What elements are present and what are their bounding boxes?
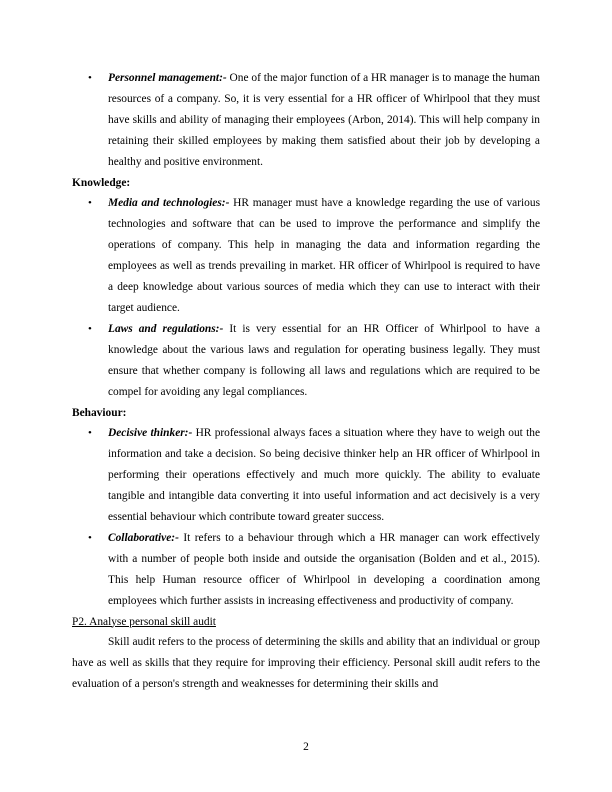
bullet-term: Personnel management:-	[108, 72, 227, 84]
bullet-decisive-thinker	[72, 423, 540, 528]
bullet-media-technologies	[72, 193, 540, 318]
bullet-icon: •	[88, 322, 92, 335]
bullet-text: It is very essential for an HR Officer of Whirlpool to have a knowledge about the various laws and regulation for operating business legally. They must ensure that whether company is following all laws and regulations which are required to be compel for avoiding any legal compliances.	[108, 322, 540, 398]
bullet-text: HR manager must have a knowledge regarding the use of various technologies and software that can be used to improve the performance and simplify the operations of company. This help in managing the data and information regarding the employees as well as trends prevailing in market. HR officer of Whirlpool is required to have a deep knowledge about various sources of media which they can use to interact with their target audience.	[108, 197, 540, 314]
page-number: 2	[303, 741, 309, 753]
behaviour-heading: Behaviour:	[72, 406, 127, 419]
bullet-term: Collaborative:-	[108, 531, 179, 544]
bullet-text: One of the major function of a HR manager is to manage the human resources of a company. So, it is very essential for a HR officer of Whirlpool that they must have skills and ability of managing their employees (Arbon, 2014). This will help company in retaining their skilled employees by making them satisfied about their job by developing a healthy and positive environment.	[108, 72, 540, 168]
bullet-laws-regulations	[72, 319, 540, 403]
knowledge-heading: Knowledge:	[72, 176, 131, 189]
bullet-icon: •	[88, 72, 92, 84]
bullet-term: Laws and regulations:-	[108, 322, 224, 335]
bullet-text: HR professional always faces a situation where they have to weigh out the information and take a decision. So being decisive thinker help an HR officer of Whirlpool in performing their operations effectively and much more quickly. The ability to evaluate tangible and intangible data converting it into useful information and act decisively is a very essential behaviour which contribute toward greater success.	[108, 427, 541, 524]
bullet-term: Decisive thinker:-	[108, 427, 193, 440]
p2-heading: P2. Analyse personal skill audit	[72, 615, 216, 628]
bullet-collaborative	[72, 528, 540, 612]
bullet-icon: •	[88, 531, 92, 544]
bullet-text: It refers to a behaviour through which a HR manager can work effectively with a number of people both inside and outside the organisation (Bolden and et al., 2015). This help Human resource officer of Whirlpool in developing a coordination among employees which further assists in increasing effectiveness and productivity of company.	[108, 531, 540, 607]
page-content	[72, 68, 540, 695]
bullet-term: Media and technologies:-	[108, 197, 230, 210]
p2-paragraph: Skill audit refers to the process of determining the skills and ability that an individual or group have as well as skills that they require for improving their efficiency. Personal skill audit refers to the evaluation of a person's strength and weaknesses for determining their skills and	[72, 636, 540, 691]
bullet-icon: •	[88, 197, 92, 210]
bullet-icon: •	[88, 427, 92, 440]
bullet-personnel-management	[72, 68, 540, 173]
